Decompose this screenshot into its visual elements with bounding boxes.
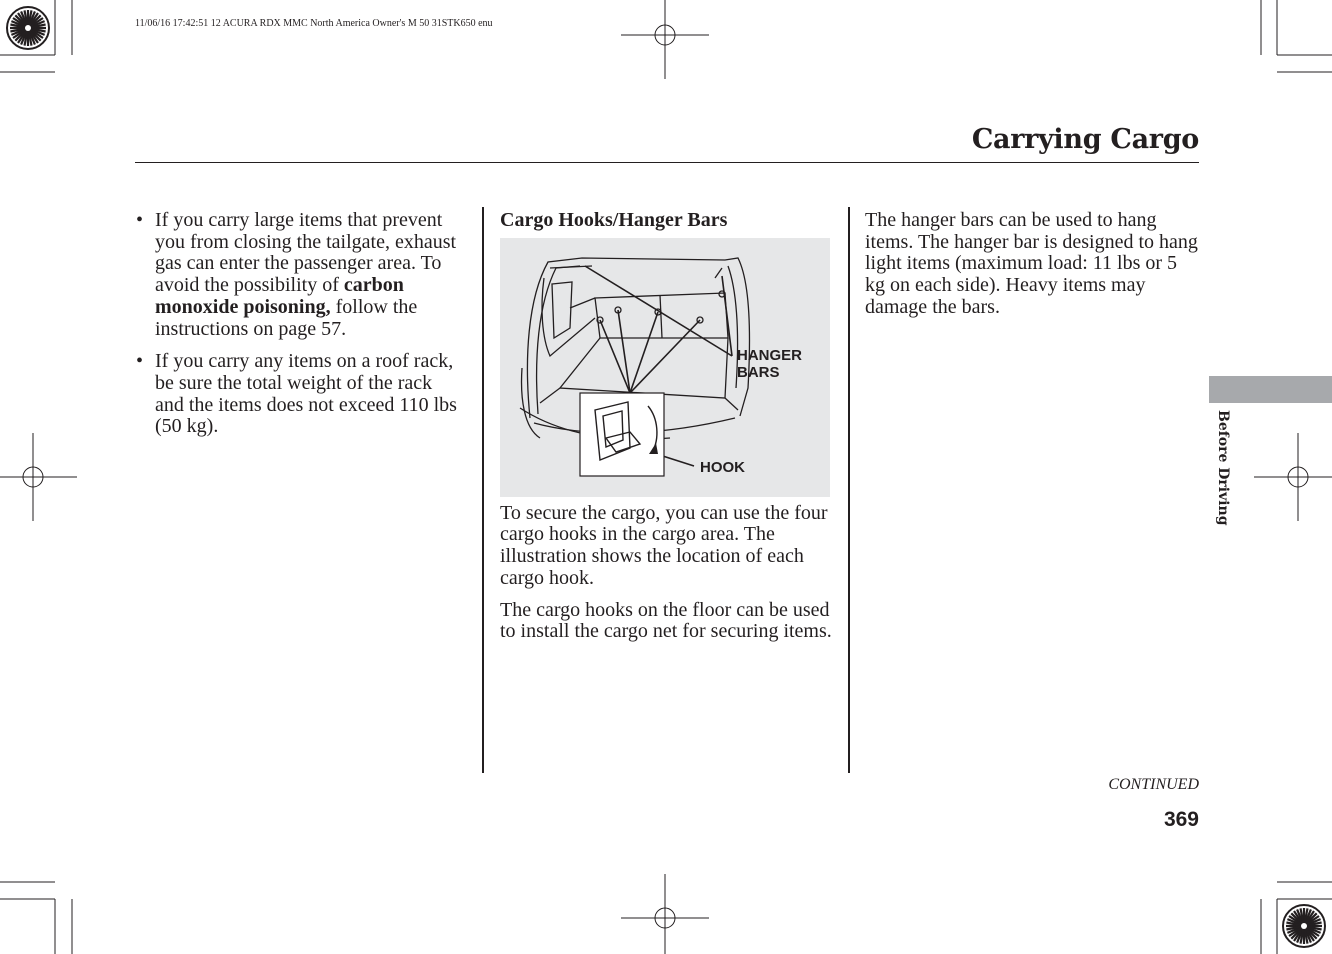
cargo-hooks-column — [500, 210, 835, 653]
list-item: • If you carry any items on a roof rack, be sure the total weight of the rack and the items does not exceed 110 lbs (50 kg). — [136, 350, 457, 438]
warning-bullet-list — [135, 210, 465, 449]
title-divider — [135, 162, 1199, 163]
bullet-icon: • — [136, 350, 144, 373]
hook-label: HOOK — [700, 458, 745, 476]
emphasis-text: carbon monoxide poisoning, — [155, 274, 404, 318]
hanger-bars-label: HANGER BARS — [737, 346, 803, 381]
page-number: 369 — [1163, 808, 1199, 831]
bullet-icon: • — [136, 209, 144, 231]
section-tab-label: Before Driving — [1215, 410, 1231, 526]
section-heading: Cargo Hooks/Hanger Bars — [500, 209, 728, 231]
list-item: • If you carry large items that prevent you from closing the tailgate, exhaust gas can enter the passenger area. To avoid the possibility of carbon monoxide poisoning, follow the instructions on page 57. — [136, 209, 457, 340]
continued-label: CONTINUED — [1108, 776, 1199, 793]
paragraph: The hanger bars can be used to hang items. The hanger bar is designed to hang light items (maximum load: 11 lbs or 5 kg on each side). Heavy items may damage the bars. — [865, 209, 1198, 318]
paragraph: The cargo hooks on the floor can be used to install the cargo net for securing items. — [500, 598, 832, 643]
column-divider — [482, 207, 484, 773]
cargo-area-illustration — [500, 238, 830, 497]
paragraph: To secure the cargo, you can use the four cargo hooks in the cargo area. The illustration shows the location of each cargo hook. — [500, 501, 828, 589]
print-slug: 11/06/16 17:42:51 12 ACURA RDX MMC North America Owner's M 50 31STK650 enu — [135, 18, 493, 29]
section-tab — [1209, 376, 1332, 403]
page-title: Carrying Cargo — [971, 124, 1199, 155]
hanger-bars-column — [865, 210, 1200, 329]
column-divider — [848, 207, 850, 773]
